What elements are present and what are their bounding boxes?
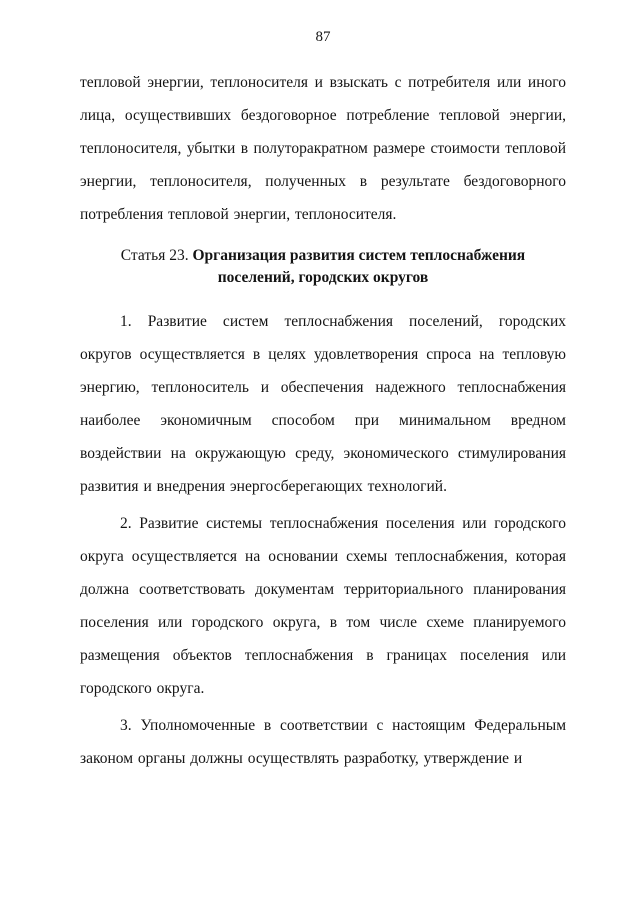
paragraph-2: 2. Развитие системы теплоснабжения поселения или городского округа осуществляется на основании схемы теплоснабжения, которая должна соответствовать документам территориального планирования поселения или городского округа, в том числе схеме планируемого размещения объектов теплоснабжения в границах поселения или городского округа.: [80, 515, 566, 697]
page-number: 87: [315, 29, 331, 45]
continuation-paragraph: тепловой энергии, теплоносителя и взыскать с потребителя или иного лица, осуществивших бездоговорное потребление тепловой энергии, теплоносителя, убытки в полуторакратном размере стоимости тепловой энергии, теплоносителя, полученных в результате бездоговорного потребления тепловой энергии, теплоносителя.: [80, 74, 566, 223]
article-heading: [110, 245, 536, 289]
paragraph-1: 1. Развитие систем теплоснабжения поселений, городских округов осуществляется в целях удовлетворения спроса на тепловую энергию, теплоноситель и обеспечения надежного теплоснабжения наиболее экономичным способом при минимальном вредном воздействии на окружающую среду, экономического стимулирования развития и внедрения энергосберегающих технологий.: [80, 313, 566, 495]
article-heading-prefix: Статья 23.: [120, 247, 193, 264]
article-heading-title: Организация развития систем теплоснабжения поселений, городских округов: [192, 247, 526, 286]
paragraph-3: 3. Уполномоченные в соответствии с настоящим Федеральным законом органы должны осуществлять разработку, утверждение и: [80, 717, 566, 767]
